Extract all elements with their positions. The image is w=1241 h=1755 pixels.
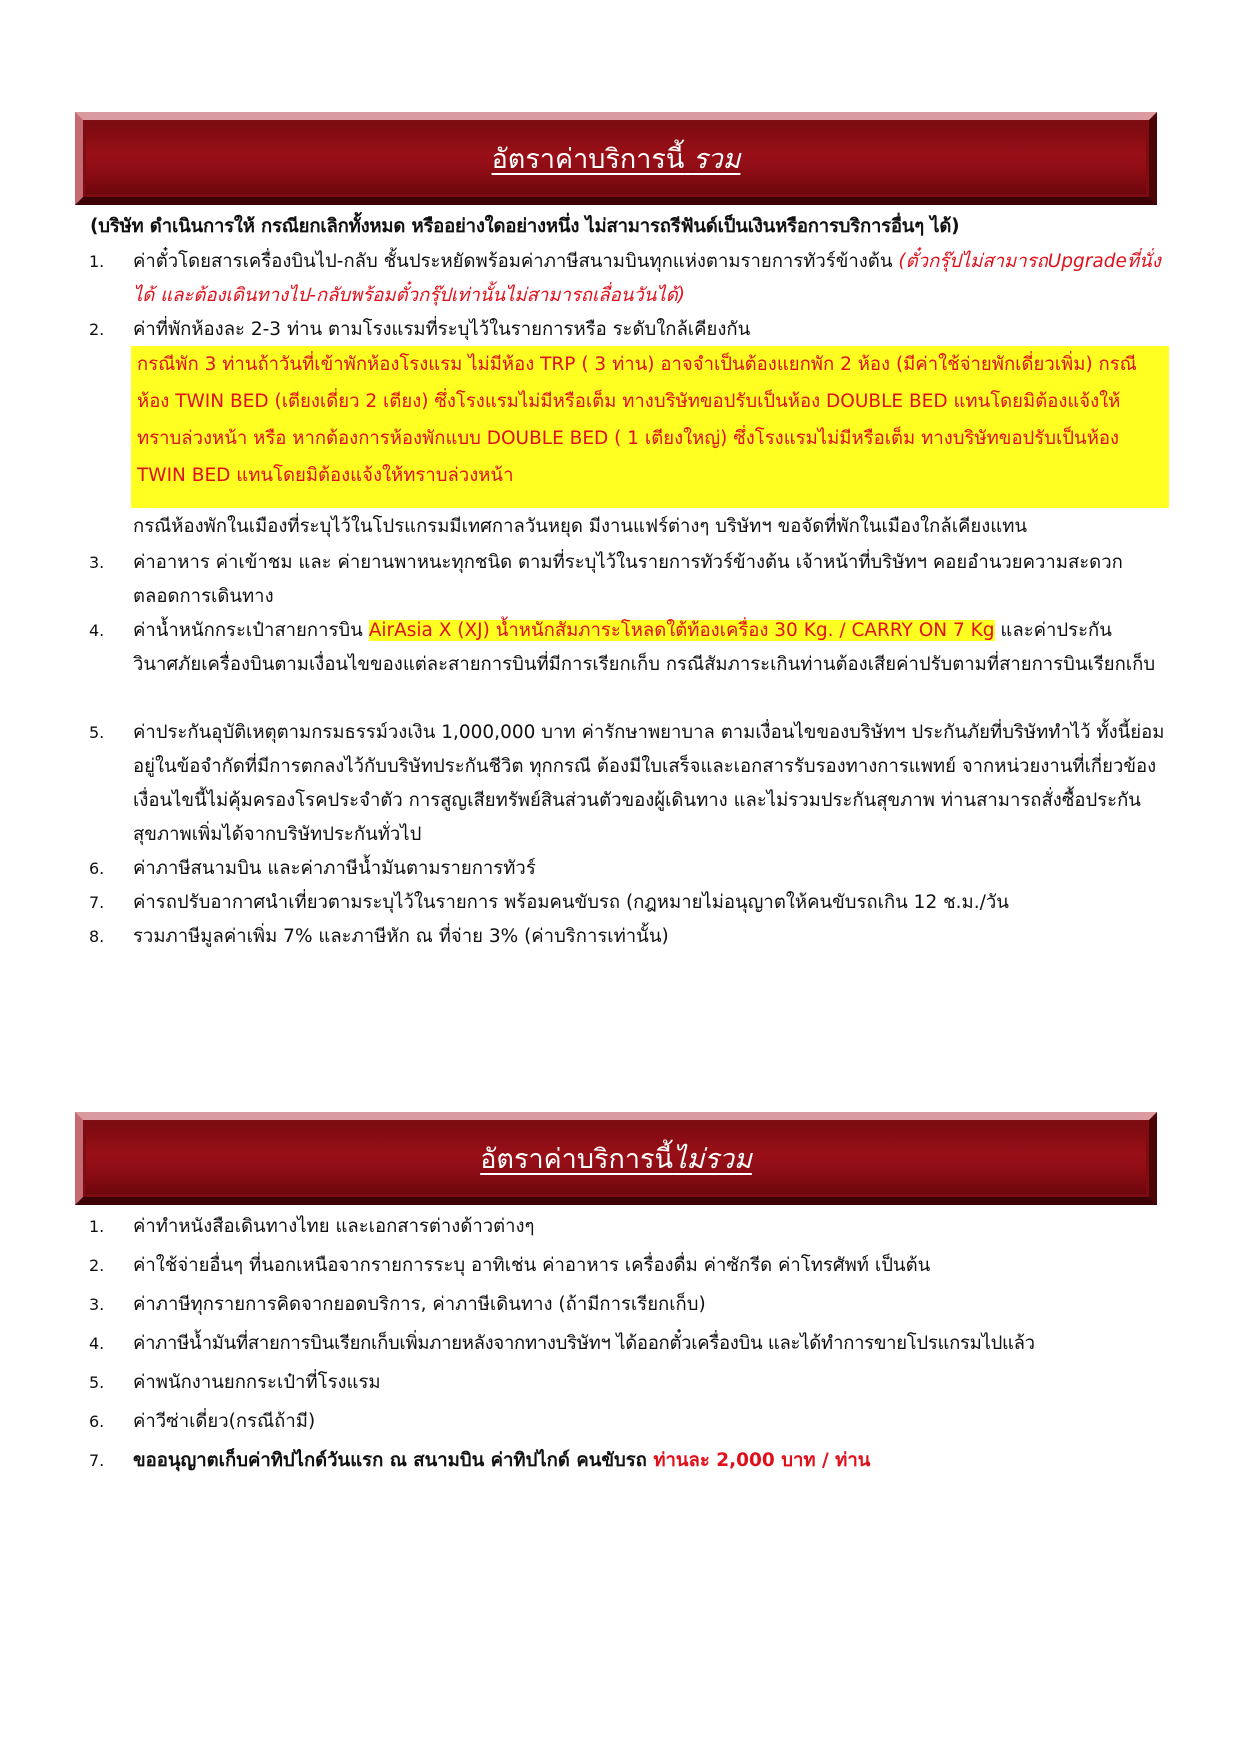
list-item: 1. ค่าตั๋วโดยสารเครื่องบินไป-กลับ ชั้นประหยัดพร้อมค่าภาษีสนามบินทุกแห่งตามรายการทัวร์ข้างต้น (ตั๋วกรุ๊ปไม่สามารถUpgradeที่นั่ง ได้ และต้องเดินทางไป-กลับพร้อมตั๋วกรุ๊ปเท่านั้นไม่สามารถเลื่อนวันได้) — [89, 251, 1161, 306]
cancellation-note: (บริษัท ดำเนินการให้ กรณียกเลิกทั้งหมด หรืออย่างใดอย่างหนึ่ง ไม่สามารถรีฟันด์เป็นเงินหรือการบริการอื่นๆ ได้) — [90, 216, 960, 237]
excluded-banner — [75, 1112, 1157, 1205]
room-arrangement-note: กรณีพัก 3 ท่านถ้าวันที่เข้าพักห้องโรงแรม ไม่มีห้อง TRP ( 3 ท่าน) อาจจำเป็นต้องแยกพัก 2 ห้อง (มีค่าใช้จ่ายพักเดี่ยวเพิ่ม) กรณีห้อง TWIN BED (เตียงเดี่ยว 2 เตียง) ซึ่งโรงแรมไม่มีหรือเต็ม ทางบริษัทขอปรับเป็นห้อง DOUBLE BED แทนโดยมิต้องแจ้งให้ทราบล่วงหน้า หรือ หากต้องการห้องพักแบบ DOUBLE BED ( 1 เตียงใหญ่) ซึ่งโรงแรมไม่มีหรือเต็ม ทางบริษัทขอปรับเป็นห้อง TWIN BED แทนโดยมิต้องแจ้งให้ทราบล่วงหน้า — [131, 346, 1169, 508]
excluded-title: อัตราค่าบริการนี้ไม่รวม — [480, 1144, 752, 1175]
baggage-allowance-highlight: AirAsia X (XJ) น้ำหนักสัมภาระโหลดใต้ท้องเครื่อง 30 Kg. / CARRY ON 7 Kg — [368, 620, 995, 641]
excluded-title-emphasis: ไม่รวม — [672, 1144, 752, 1175]
included-banner — [75, 112, 1157, 205]
included-title: อัตราค่าบริการนี้ รวม — [491, 144, 741, 175]
tip-amount: ท่านละ 2,000 บาท / ท่าน — [653, 1450, 871, 1471]
included-title-emphasis: รวม — [692, 144, 741, 175]
holiday-city-note: กรณีห้องพักในเมืองที่ระบุไว้ในโปรแกรมมีเทศกาลวันหยุด มีงานแฟร์ต่างๆ บริษัทฯ ขอจัดที่พักในเมืองใกล้เคียงแทน — [133, 516, 1028, 537]
